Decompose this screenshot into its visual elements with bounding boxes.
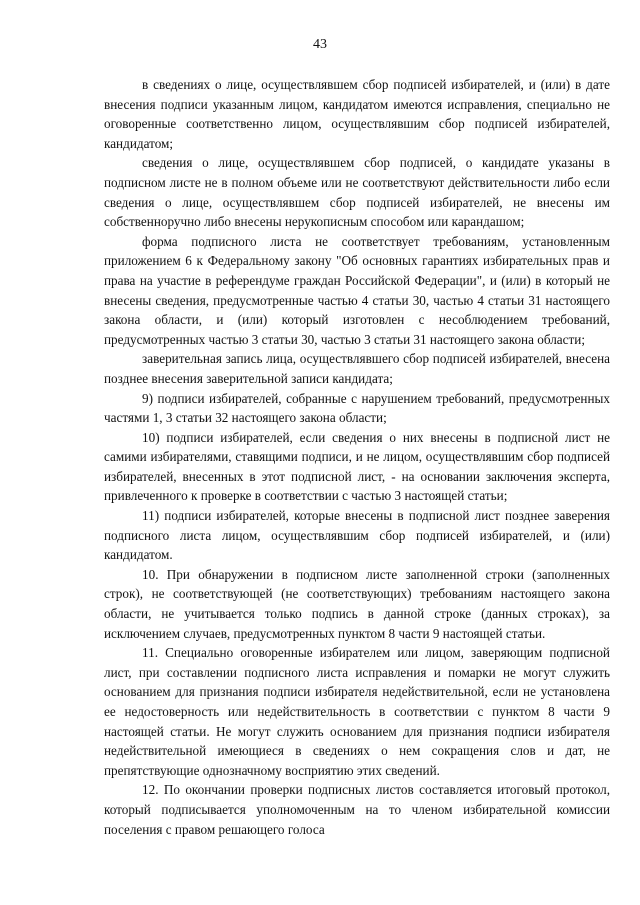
- paragraph-late-certification-entry: заверительная запись лица, осуществлявшего сбор подписей избирателей, внесена позднее внесения заверительной записи кандидата;: [104, 351, 610, 386]
- paragraph-part-11: 11. Специально оговоренные избирателем или лицом, заверяющим подписной лист, при составлении подписного листа исправления и помарки не могут служить основанием для признания подписи избирателя недействительной, если не установлена ее недостоверность или недействительность в соответствии с пунктом 8 части 9 настоящей статьи. Не могут служить основанием для признания подписи избирателя недействительной имеющиеся в сведениях о нем сокращения слов и дат, не препятствующие однозначному восприятию этих сведений.: [104, 645, 610, 778]
- paragraph-incomplete-information: сведения о лице, осуществлявшем сбор подписей, о кандидате указаны в подписном листе не в полном объеме или не соответствуют действительности либо если сведения о лице, осуществлявшем сбор подписей избирателей, не внесены им собственноручно либо внесены нерукописным способом или карандашом;: [104, 155, 610, 230]
- paragraph-part-12: 12. По окончании проверки подписных листов составляется итоговый протокол, который подписывается уполномоченным на то членом избирательной комиссии поселения с правом решающего голоса: [104, 782, 610, 837]
- paragraph-item-11: 11) подписи избирателей, которые внесены в подписной лист позднее заверения подписного листа лицом, осуществлявшим сбор подписей избирателей, и (или) кандидатом.: [104, 508, 610, 563]
- paragraph-part-10: 10. При обнаружении в подписном листе заполненной строки (заполненных строк), не соответствующей (не соответствующих) требованиям настоящего закона области, не учитывается только подпись в данной строке (данных строках), за исключением случаев, предусмотренных пунктом 8 части 9 настоящей статьи.: [104, 566, 610, 641]
- page-number: 43: [313, 37, 327, 52]
- document-body: [104, 75, 610, 839]
- paragraph-item-10: 10) подписи избирателей, если сведения о них внесены в подписной лист не самими избирателями, ставящими подписи, и не лицом, осуществлявшим сбор подписей избирателей, внесенных в этот подписной лист, - на основании заключения эксперта, привлеченного к проверке в соответствии с частью 3 настоящей статьи;: [104, 429, 610, 504]
- paragraph-signature-collector-corrections: в сведениях о лице, осуществлявшем сбор подписей избирателей, и (или) в дате внесения подписи указанным лицом, кандидатом имеются исправления, специально не оговоренные соответственно лицом, осуществлявшим сбор подписей избирателей, кандидатом;: [104, 77, 610, 151]
- paragraph-item-9: 9) подписи избирателей, собранные с нарушением требований, предусмотренных частями 1, 3 статьи 32 настоящего закона области;: [104, 390, 610, 426]
- paragraph-sheet-form-noncompliance: форма подписного листа не соответствует требованиям, установленным приложением 6 к Федеральному закону "Об основных гарантиях избирательных прав и права на участие в референдуме граждан Российской Федерации", и (или) в который не внесены сведения, предусмотренные частью 4 статьи 30, частью 4 статьи 31 настоящего закона области, и (или) который изготовлен с несоблюдением требований, предусмотренных частью 3 статьи 30, частью 3 статьи 31 настоящего закона области;: [104, 233, 610, 347]
